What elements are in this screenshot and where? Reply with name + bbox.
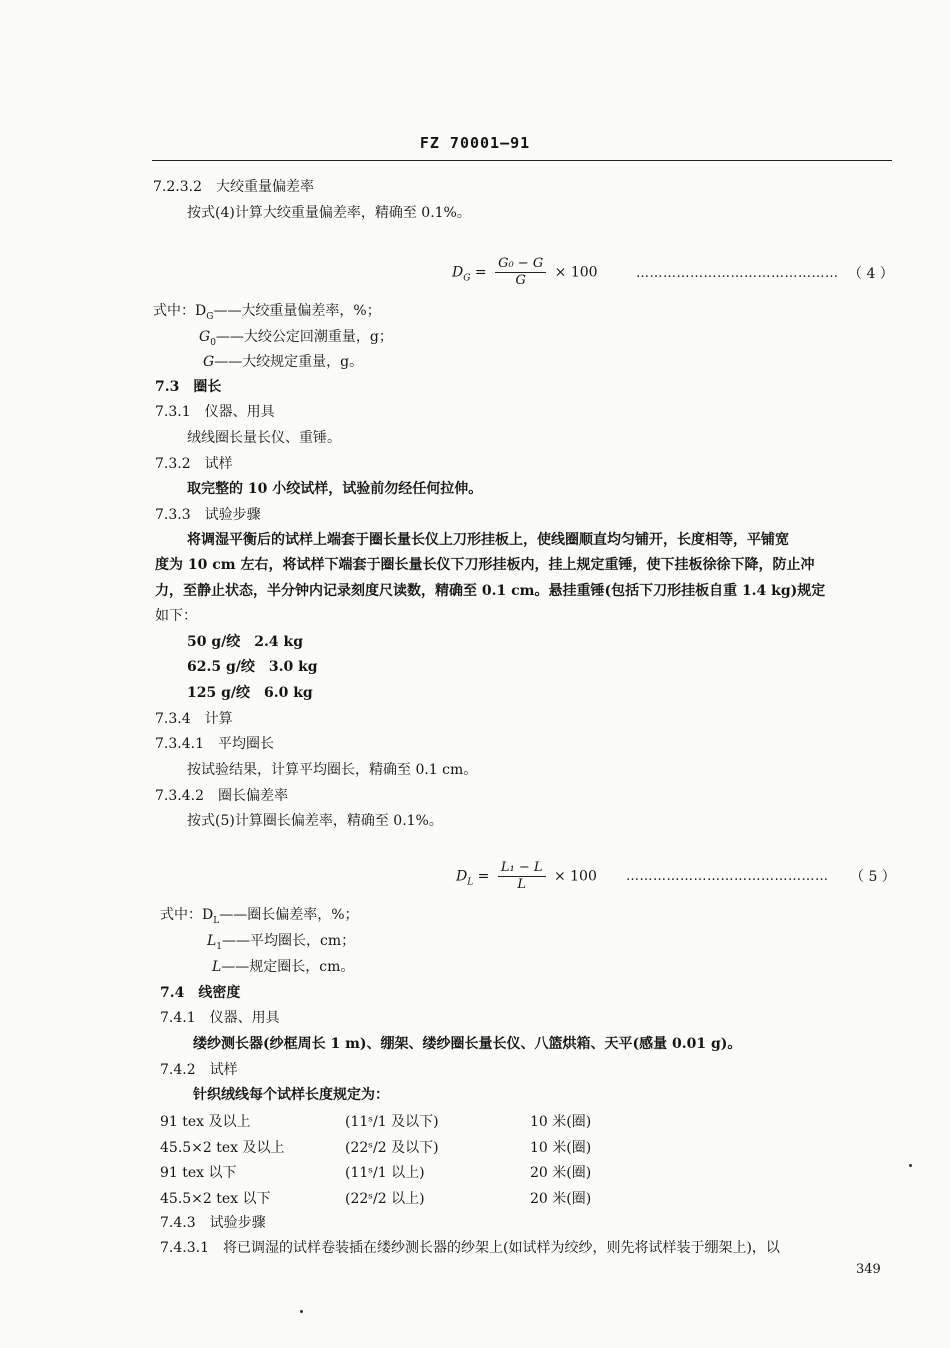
weight-row: 50 g/绞 2.4 kg xyxy=(187,634,303,650)
table-cell: 91 tex 以下 xyxy=(160,1165,237,1181)
legend-5-description: ——规定圈长，cm。 xyxy=(221,959,355,975)
text-7-3-4-1: 按试验结果，计算平均圈长，精确至 0.1 cm。 xyxy=(187,762,478,778)
paragraph-7-3-3-line-3: 力，至静止状态，半分钟内记录刻度尺读数，精确至 0.1 cm。悬挂重锤(包括下刀形挂板自重 1.4 kg)规定 xyxy=(155,583,826,599)
legend-4-subscript: G xyxy=(206,311,214,322)
formula-4-tail: × 100 xyxy=(554,264,598,281)
text-7-3-2: 取完整的 10 小绞试样，试验前勿经任何拉伸。 xyxy=(187,481,483,497)
paragraph-7-3-3-line-4: 如下： xyxy=(155,608,197,624)
formula-5-numerator: L₁ − L xyxy=(498,860,546,877)
formula-5-fraction xyxy=(498,860,546,893)
text-7-3-4-2: 按式(5)计算圈长偏差率，精确至 0.1%。 xyxy=(187,813,443,829)
table-cell: (11ˢ/1 及以下) xyxy=(345,1114,439,1130)
table-cell: 45.5×2 tex 以下 xyxy=(160,1191,271,1207)
formula-5-leader: ……………………………………… xyxy=(626,869,829,884)
legend-4-subscript: 0 xyxy=(210,337,216,348)
formula-4-number: （ 4 ） xyxy=(848,266,894,282)
heading-7-3: 7.3 圈长 xyxy=(155,379,222,395)
legend-4-symbol: 式中：D xyxy=(153,303,207,319)
legend-4-row-1 xyxy=(153,302,381,326)
table-cell: 10 米(圈) xyxy=(530,1140,592,1156)
legend-5-row-1 xyxy=(160,906,359,930)
legend-4-symbol: G xyxy=(203,354,215,370)
formula-4-lhs: D xyxy=(452,264,464,281)
table-cell: 91 tex 及以上 xyxy=(160,1114,251,1130)
heading-7-3-2: 7.3.2 试样 xyxy=(155,456,233,472)
text-7-4-1: 缕纱测长器(纱框周长 1 m)、绷架、缕纱圈长量长仪、八篮烘箱、天平(感量 0.01 g)。 xyxy=(193,1036,742,1052)
legend-4-description: ——大绞规定重量，g。 xyxy=(214,354,364,370)
table-cell: 20 米(圈) xyxy=(530,1191,592,1207)
heading-7-4: 7.4 线密度 xyxy=(160,985,241,1001)
legend-5-symbol: L xyxy=(212,959,222,975)
formula-4-lhs-sub: G xyxy=(463,273,471,284)
scan-speck xyxy=(909,1164,912,1167)
formula-5-denominator: L xyxy=(517,877,526,892)
formula-5-tail: × 100 xyxy=(553,868,597,885)
heading-7-3-3: 7.3.3 试验步骤 xyxy=(155,507,261,523)
heading-7-3-4-2: 7.3.4.2 圈长偏差率 xyxy=(155,788,288,804)
heading-7-4-2: 7.4.2 试样 xyxy=(160,1062,238,1078)
weight-row: 62.5 g/绞 3.0 kg xyxy=(187,659,318,675)
page-number: 349 xyxy=(856,1262,881,1277)
legend-5-row-2 xyxy=(207,932,355,956)
formula-4-denominator: G xyxy=(515,273,526,288)
scan-speck xyxy=(300,1310,303,1313)
legend-5-subscript: 1 xyxy=(216,941,223,952)
heading-7-4-3: 7.4.3 试验步骤 xyxy=(160,1215,266,1231)
legend-5-description: ——平均圈长，cm； xyxy=(222,933,356,949)
formula-5-lhs-sub: L xyxy=(467,877,474,888)
formula-5-lhs: D xyxy=(456,868,468,885)
heading-7-3-4-1: 7.3.4.1 平均圈长 xyxy=(155,736,274,752)
formula-4: $D_G$ = $\frac{\text{G₀ − G}}{G}$ × 100 xyxy=(452,256,598,288)
formula-4-leader: ……………………………………… xyxy=(636,266,839,281)
legend-5-description: ——圈长偏差率，%； xyxy=(219,907,359,923)
table-cell: (22ˢ/2 以上) xyxy=(345,1191,425,1207)
legend-5-symbol: L xyxy=(207,933,217,949)
weight-row: 125 g/绞 6.0 kg xyxy=(187,685,313,701)
legend-4-row-2 xyxy=(199,328,393,352)
formula-5-number: （ 5 ） xyxy=(850,869,896,885)
paragraph-7-3-3-line-2: 度为 10 cm 左右，将试样下端套于圈长量长仪下刀形挂板内，挂上规定重锤，使下挂板徐徐下降，防止冲 xyxy=(155,557,815,573)
table-cell: 10 米(圈) xyxy=(530,1114,592,1130)
table-cell: (22ˢ/2 及以下) xyxy=(345,1140,439,1156)
heading-7-4-1: 7.4.1 仪器、用具 xyxy=(160,1010,280,1026)
legend-4-description: ——大绞重量偏差率，%； xyxy=(213,303,381,319)
header-rule xyxy=(152,160,892,161)
formula-4-numerator: G₀ − G xyxy=(495,256,546,273)
text-7-4-2: 针织绒线每个试样长度规定为： xyxy=(193,1087,389,1103)
text-7-2-3-2: 按式(4)计算大绞重量偏差率，精确至 0.1%。 xyxy=(187,205,471,221)
text-7-3-1: 绒线圈长量长仪、重锤。 xyxy=(187,430,341,446)
formula-4-fraction xyxy=(495,256,546,289)
legend-4-description: ——大绞公定回潮重量，g； xyxy=(215,329,393,345)
legend-4-symbol: G xyxy=(199,329,211,345)
table-cell: (11ˢ/1 以上) xyxy=(345,1165,425,1181)
heading-7-2-3-2: 7.2.3.2 大绞重量偏差率 xyxy=(153,179,314,195)
heading-7-3-1: 7.3.1 仪器、用具 xyxy=(155,404,275,420)
paragraph-7-3-3-line-1: 将调湿平衡后的试样上端套于圈长量长仪上刀形挂板上，使线圈顺直均匀铺开，长度相等，平铺宽 xyxy=(187,532,789,548)
standard-code-header: FZ 70001—91 xyxy=(419,134,531,152)
table-cell: 20 米(圈) xyxy=(530,1165,592,1181)
legend-5-symbol: 式中：D xyxy=(160,907,214,923)
table-cell: 45.5×2 tex 及以上 xyxy=(160,1140,285,1156)
legend-5-row-3 xyxy=(212,958,354,976)
legend-5-subscript: L xyxy=(213,915,220,926)
legend-4-row-3 xyxy=(203,353,363,371)
text-7-4-3-1: 7.4.3.1 将已调湿的试样卷装插在缕纱测长器的纱架上(如试样为绞纱，则先将试样装于绷架上)，以 xyxy=(160,1240,780,1256)
heading-7-3-4: 7.3.4 计算 xyxy=(155,711,233,727)
formula-5: $D_L$ = $\frac{\text{L₁ − L}}{L}$ × 100 xyxy=(456,860,597,892)
